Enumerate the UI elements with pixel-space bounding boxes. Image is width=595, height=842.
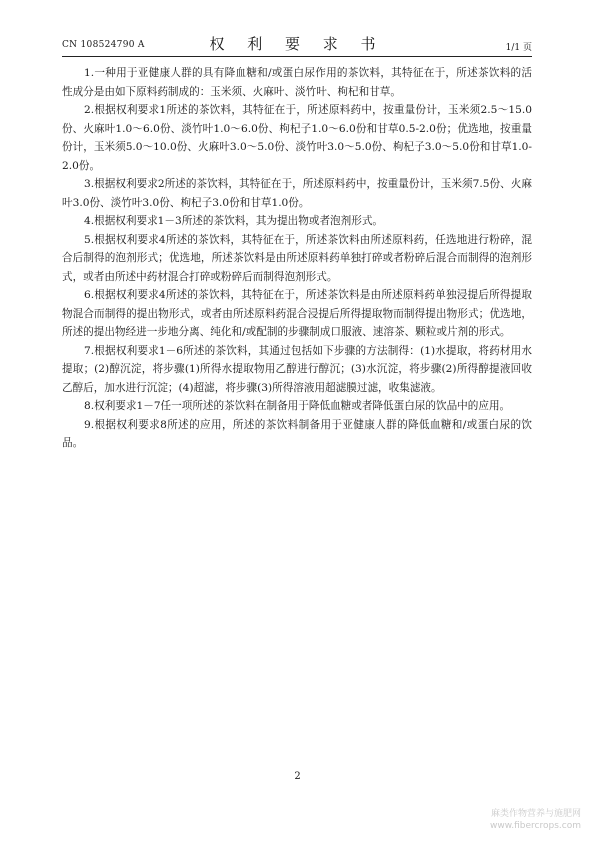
document-title: 权 利 要 求 书	[209, 35, 385, 53]
watermark-url: www.fibercrops.com	[490, 821, 581, 831]
header-rule	[62, 56, 532, 57]
page-header	[62, 30, 532, 54]
claim-7: 7.根据权利要求1－6所述的茶饮料，其通过包括如下步骤的方法制得：(1)水提取，将药材用水提取；(2)醇沉淀，将步骤(1)所得水提取物用乙醇进行醇沉；(3)水沉淀，将步骤(2)所得醇提液回收乙醇后，加水进行沉淀；(4)超滤，将步骤(3)所得溶液用超滤膜过滤，收集滤液。	[62, 344, 532, 394]
claim-4: 4.根据权利要求1－3所述的茶饮料，其为提出物或者泡剂形式。	[84, 215, 384, 227]
claim-9: 9.根据权利要求8所述的应用，所述的茶饮料制备用于亚健康人群的降低血糖和/或蛋白尿的饮品。	[62, 418, 532, 449]
claim-3: 3.根据权利要求2所述的茶饮料，其特征在于，所述原料药中，按重量份计，玉米须7.5份、火麻叶3.0份、淡竹叶3.0份、枸杞子3.0份和甘草1.0份。	[62, 178, 532, 209]
claim-8: 8.权利要求1－7任一项所述的茶饮料在制备用于降低血糖或者降低蛋白尿的饮品中的应用。	[84, 400, 511, 412]
claim-2: 2.根据权利要求1所述的茶饮料，其特征在于，所述原料药中，按重量份计，玉米须2.5～15.0份、火麻叶1.0～6.0份、淡竹叶1.0～6.0份、枸杞子1.0～6.0份和甘草0.5-2.0份；优选地，按重量份计，玉米须5.0～10.0份、火麻叶3.0～5.0份、淡竹叶3.0～5.0份、枸杞子3.0～5.0份和甘草1.0-2.0份。	[62, 104, 532, 172]
site-watermark	[490, 808, 581, 832]
claim-1: 1.一种用于亚健康人群的具有降血糖和/或蛋白尿作用的茶饮料，其特征在于，所述茶饮料的活性成分是由如下原料药制成的：玉米须、火麻叶、淡竹叶、枸杞和甘草。	[62, 67, 532, 98]
page-fraction: 1/1 页	[505, 43, 532, 53]
claim-5: 5.根据权利要求4所述的茶饮料，其特征在于，所述茶饮料由所述原料药，任选地进行粉碎，混合后制得的泡剂形式；优选地，所述茶饮料是由所述原料药单独打碎或者粉碎后混合而制得的泡剂形式，或者由所述中药材混合打碎或粉碎后而制得泡剂形式。	[62, 233, 532, 283]
publication-number: CN 108524790 A	[62, 40, 145, 50]
claim-6: 6.根据权利要求4所述的茶饮料，其特征在于，所述茶饮料是由所述原料药单独浸提后所得提取物混合而制得的提出物形式，或者由所述原料药混合浸提后所得提取物而制得提出物形式；优选地，所述的提出物经进一步地分离、纯化和/或配制的步骤制成口服液、速溶茶、颗粒或片剂的形式。	[62, 289, 532, 338]
watermark-site-name: 麻类作物营养与施肥网	[490, 809, 581, 819]
page-number: 2	[294, 771, 301, 782]
claims-body	[62, 64, 532, 453]
